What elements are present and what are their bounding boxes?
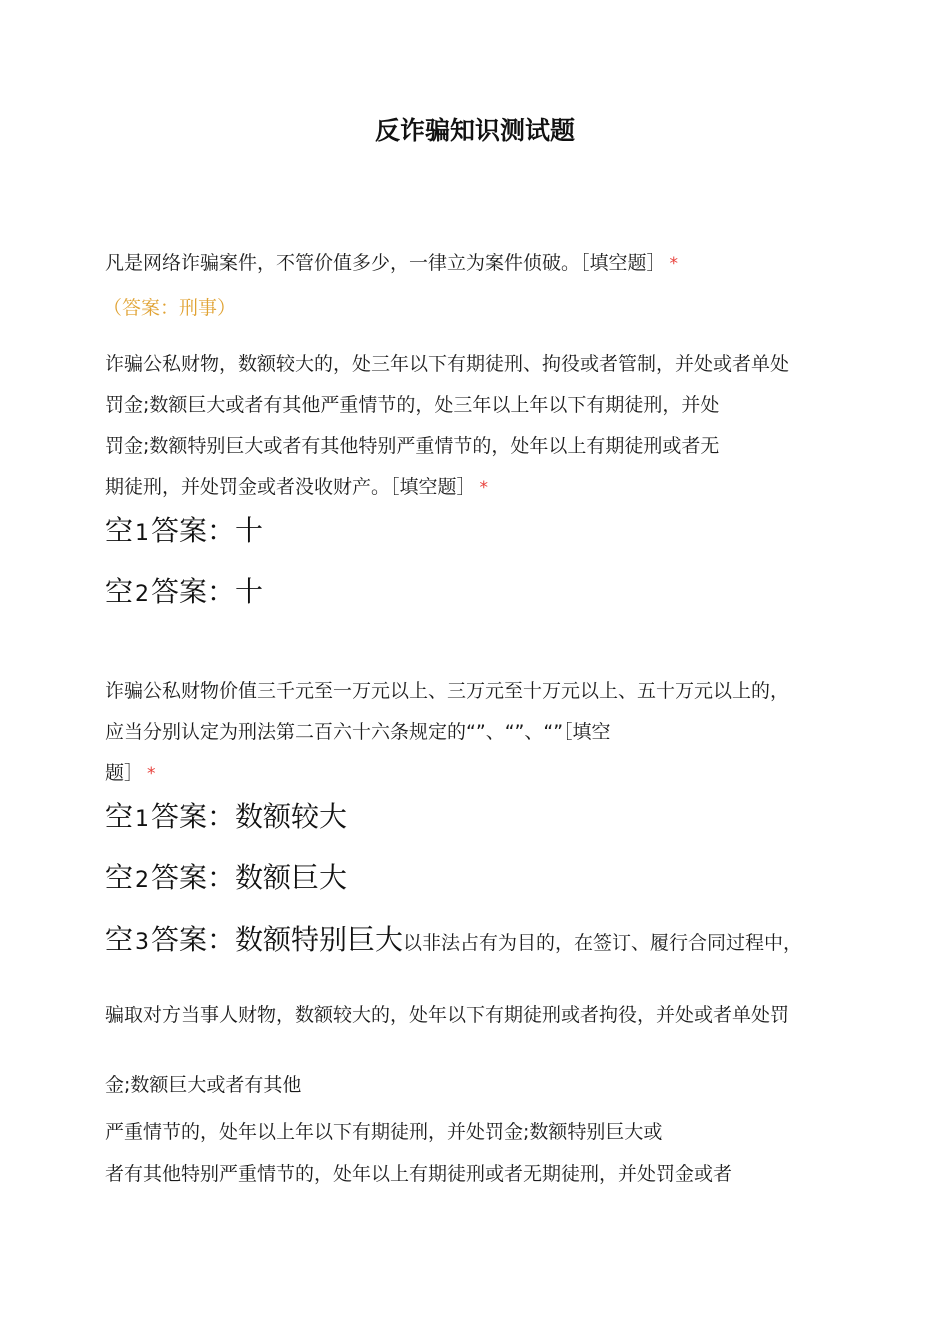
answer-label: 答案：	[151, 923, 236, 956]
answer-label: 答案：	[151, 514, 236, 547]
answer-prefix: 空	[105, 514, 134, 547]
answer-prefix: 空	[105, 575, 134, 608]
required-mark: *	[147, 764, 156, 784]
question-3-answer-3	[105, 921, 802, 962]
answer-number: 1	[135, 521, 150, 546]
answer-value: 数额较大	[235, 800, 348, 833]
answer-prefix: 空	[105, 923, 134, 956]
question-3-line-3-text: 题］	[105, 762, 144, 784]
question-4-line-2: 金;数额巨大或者有其他	[105, 1074, 302, 1096]
question-3-line-2: 应当分别认定为刑法第二百六十六条规定的“”、“”、“”［填空	[105, 721, 611, 743]
answer-value: 数额特别巨大	[235, 923, 404, 956]
document-title: 反诈骗知识测试题	[374, 116, 575, 145]
question-4-line-1: 骗取对方当事人财物，数额较大的，处年以下有期徒刑或者拘役，并处或者单处罚	[105, 1004, 790, 1026]
answer-number: 2	[135, 582, 150, 607]
question-3-answer-1	[105, 798, 347, 839]
question-3-answer-2	[105, 859, 347, 900]
answer-prefix: 空	[105, 861, 134, 894]
question-2-line-1: 诈骗公私财物，数额较大的，处三年以下有期徒刑、拘役或者管制，并处或者单处	[105, 353, 790, 375]
answer-value: 数额巨大	[235, 861, 348, 894]
answer-label: 答案：	[151, 575, 236, 608]
question-4-line-0: 以非法占有为目的，在签订、履行合同过程中，	[403, 932, 803, 954]
question-1-body: 凡是网络诈骗案件，不管价值多少，一律立为案件侦破。［填空题］	[105, 252, 666, 274]
answer-number: 3	[135, 930, 150, 955]
question-3-line-1: 诈骗公私财物价值三千元至一万元以上、三万元至十万元以上、五十万元以上的，	[105, 680, 790, 702]
required-mark: *	[479, 478, 489, 498]
question-2-line-4	[105, 474, 488, 501]
answer-number: 2	[135, 868, 150, 893]
question-2-line-2: 罚金;数额巨大或者有其他严重情节的，处三年以上年以下有期徒刑，并处	[105, 394, 720, 416]
answer-value: 十	[235, 575, 264, 608]
question-3-line-3	[105, 760, 156, 787]
question-2-answer-1	[105, 512, 263, 553]
question-1-text	[105, 250, 678, 277]
question-1-answer-hint: （答案：刑事）	[103, 297, 237, 319]
answer-number: 1	[135, 807, 150, 832]
question-4-line-4: 者有其他特别严重情节的，处年以上有期徒刑或者无期徒刑，并处罚金或者	[105, 1163, 733, 1185]
question-2-line-4-text: 期徒刑，并处罚金或者没收财产。［填空题］	[105, 476, 476, 498]
required-mark: *	[669, 254, 679, 274]
answer-label: 答案：	[151, 861, 236, 894]
answer-prefix: 空	[105, 800, 134, 833]
answer-value: 十	[235, 514, 264, 547]
question-4-line-3: 严重情节的，处年以上年以下有期徒刑，并处罚金;数额特别巨大或	[105, 1121, 663, 1143]
answer-label: 答案：	[151, 800, 236, 833]
question-2-line-3: 罚金;数额特别巨大或者有其他特别严重情节的，处年以上有期徒刑或者无	[105, 435, 720, 457]
question-2-answer-2	[105, 573, 263, 614]
